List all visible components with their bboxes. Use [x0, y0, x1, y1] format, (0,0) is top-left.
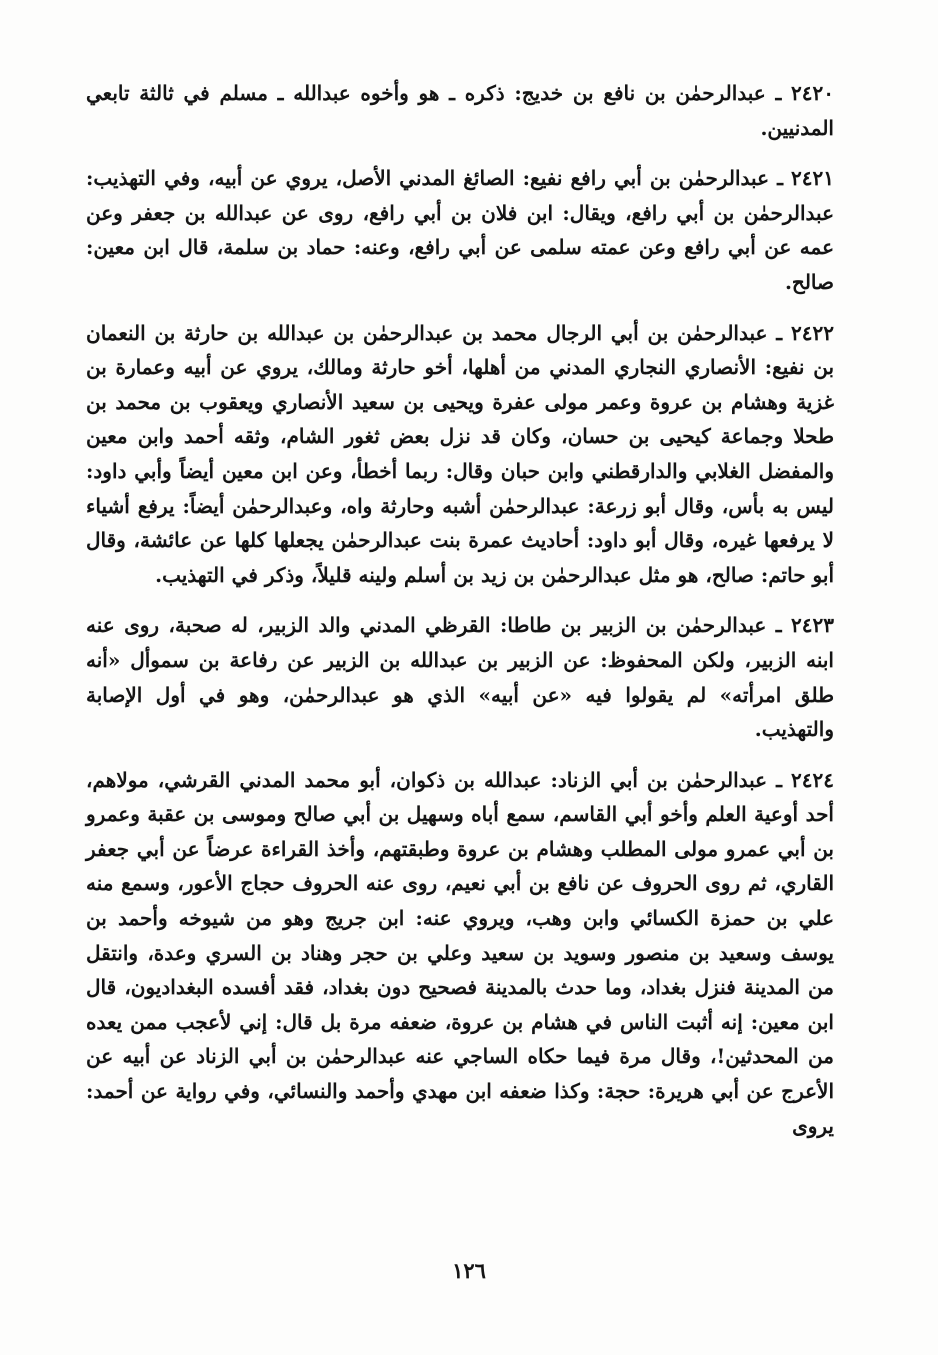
entry-number: ٢٤٢٠ — [791, 81, 835, 105]
entry-heading: ـ عبدالرحمٰن بن نافع بن خديج: — [514, 81, 782, 105]
entry-heading: ـ عبدالرحمٰن بن أبي الزناد: — [550, 767, 782, 792]
entry-body: الأنصاري النجاري المدني من أهلها، أخو حارثة ومالك، يروي عن أبيه وعمارة بن غزية وهشام بن عروة وعمر مولى عفرة ويحيى بن سعيد الأنصاري ويعقوب بن محمد بن طحلا وجماعة كيحيى بن حسان، وكان قد نزل بعض ثغور الشام، وثقه أحمد وابن معين والمفضل الغلابي والدارقطني وابن حبان وقال: ربما أخطأ، وعن ابن معين أيضاً وأبي داود: ليس به بأس، وقال أبو زرعة: عبدالرحمٰن أشبه وحارثة واه، وعبدالرحمٰن أيضاً: يرفع أشياء لا يرفعها غيره، وقال أبو داود: أحاديث عمرة بنت عبدالرحمٰن يجعلها كلها عن عائشة، وقال أبو حاتم: صالح، هو مثل عبدالرحمٰن بن زيد بن أسلم ولينه قليلاً، وذكر في التهذيب. — [86, 355, 834, 587]
entry-body: ذكره ـ هو وأخوه عبدالله ـ مسلم في ثالثة تابعي المدنيين. — [86, 81, 834, 140]
page-number: ١٢٦ — [452, 1258, 486, 1283]
entry-body: القرظي المدني والد الزبير، له صحبة، روى عنه ابنه الزبير، ولكن المحفوظ: عن الزبير بن عبدالله بن الزبير عن رفاعة بن سموأل «أنه طلق امرأته» لم يقولوا فيه «عن أبيه» الذي هو عبدالرحمٰن، وهو في أول الإصابة والتهذيب. — [86, 613, 834, 742]
entry-body: عبدالله بن ذكوان، أبو محمد المدني القرشي، مولاهم، أحد أوعية العلم وأخو أبي القاسم، سمع أباه وسهيل بن أبي صالح وموسى بن عقبة وعمرو بن أبي عمرو مولى المطلب وهشام بن عروة وطبقتهم، وأخذ القراءة عرضاً عن أبي جعفر القاري، ثم روى الحروف عن نافع بن أبي نعيم، روى عنه الحروف حجاج الأعور، وسمع منه علي بن حمزة الكسائي وابن وهب، ويروي عنه: ابن جريج وهو من شيوخه وأحمد بن يوسف وسعيد بن منصور وسويد بن سعيد وعلي بن حجر وهناد بن السري وعدة، وانتقل من المدينة فنزل بغداد، وما حدث بالمدينة فصحيح دون بغداد، فقد أفسده البغداديون، قال ابن معين: إنه أثبت الناس في هشام بن عروة، ضعفه مرة بل قال: إني لأعجب ممن يعده من المحدثين!، وقال مرة فيما حكاه الساجي عنه عبدالرحمٰن بن أبي الزناد عن أبيه عن الأعرج عن أبي هريرة: حجة: وكذا ضعفه ابن مهدي وأحمد والنسائي، وفي رواية عن أحمد: يروى — [86, 767, 834, 1138]
entry-2423 — [86, 608, 834, 746]
entry-2420 — [86, 76, 834, 145]
entry-number: ٢٤٢١ — [791, 166, 834, 191]
entry-2421 — [86, 161, 834, 299]
entry-number: ٢٤٢٢ — [791, 320, 834, 345]
entry-number: ٢٤٢٤ — [791, 767, 834, 792]
entry-number: ٢٤٢٣ — [791, 613, 835, 638]
entry-body: الصائغ المدني الأصل، يروي عن أبيه، وفي التهذيب: عبدالرحمٰن بن أبي رافع، ويقال: ابن فلان بن أبي رافع، روى عن عبدالله بن جعفر وعن عمه عن أبي رافع وعن عمته سلمى عن أبي رافع، وعنه: حماد بن سلمة، قال ابن معين: صالح. — [86, 166, 834, 294]
entry-2422 — [86, 316, 834, 593]
entry-heading: ـ عبدالرحمٰن بن أبي رافع نفيع: — [522, 166, 783, 191]
entry-2424 — [86, 763, 834, 1144]
main-text — [86, 76, 834, 1143]
entry-heading: ـ عبدالرحمٰن بن أبي الرجال محمد بن عبدالرحمٰن بن عبدالله بن حارثة بن النعمان بن نفيع: — [86, 320, 835, 380]
entry-heading: ـ عبدالرحمٰن بن الزبير بن طاطا: — [499, 613, 782, 638]
